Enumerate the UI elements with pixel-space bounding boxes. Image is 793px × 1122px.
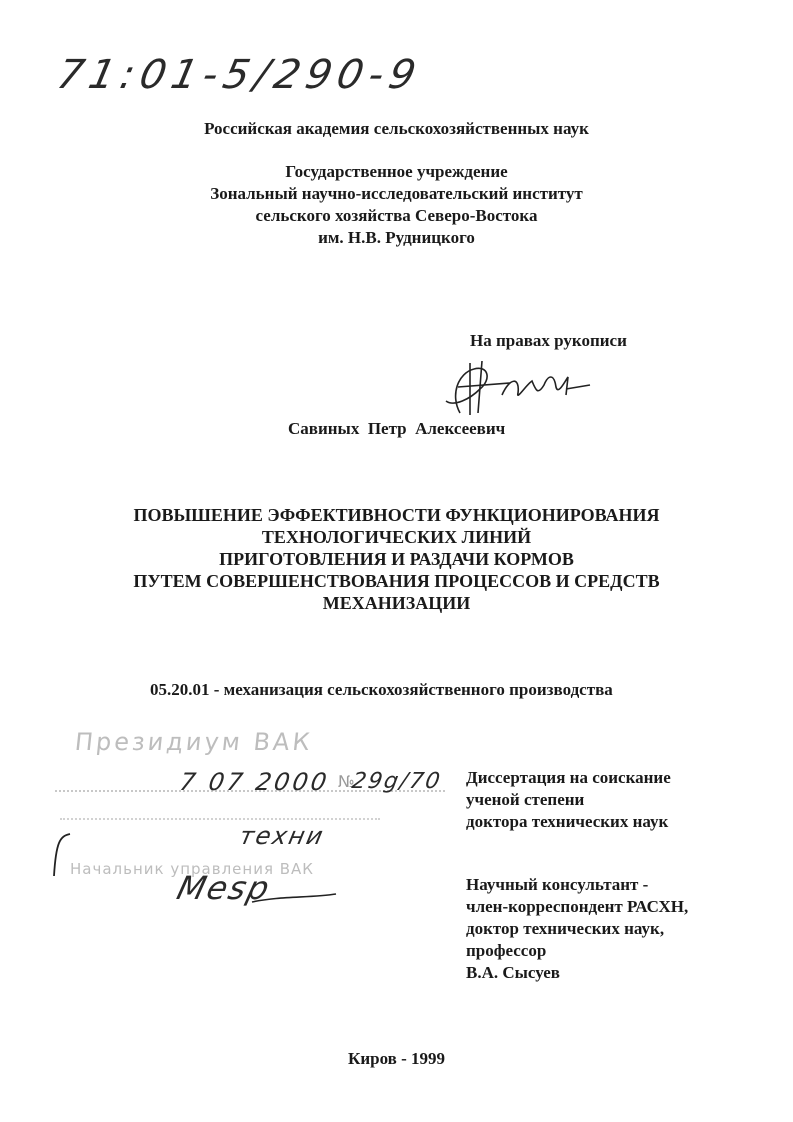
academy-name: Российская академия сельскохозяйственных наук [204,119,589,138]
title-line-1: ПОВЫШЕНИЕ ЭФФЕКТИВНОСТИ ФУНКЦИОНИРОВАНИЯ [133,505,660,525]
title-line-5: МЕХАНИЗАЦИИ [322,593,471,613]
stamp-number-label: № [338,772,355,791]
institution-line-3: сельского хозяйства Северо-Востока [255,206,538,225]
stamp-dotted-line-2 [60,818,380,820]
institution-line-1: Государственное учреждение [285,162,508,181]
stamp-discipline: техни [237,822,328,850]
author-name: Савиных Петр Алексеевич [288,419,506,438]
institution-line-4: им. Н.В. Рудницкого [318,228,475,247]
manuscript-note: На правах рукописи [470,331,627,350]
specialty-code: 05.20.01 - механизация сельскохозяйственного производства [150,680,613,699]
stamp-date: 7 07 2000 [177,768,332,796]
stamp-line-presidium: Президиум ВАК [73,728,314,756]
dissertation-line-3: доктора технических наук [466,812,669,831]
consultant-line-1: Научный консультант - [466,875,649,894]
consultant-line-3: доктор технических наук, [466,919,665,938]
stamp-line-head: Начальник управления ВАК [70,860,314,878]
city-year: Киров - 1999 [348,1049,445,1068]
consultant-line-2: член-корреспондент РАСХН, [466,897,689,916]
consultant-line-5: В.А. Сысуев [466,963,560,982]
title-line-3: ПРИГОТОВЛЕНИЯ И РАЗДАЧИ КОРМОВ [219,549,574,569]
consultant-line-4: профессор [466,941,547,960]
author-signature [440,355,600,420]
title-line-4: ПУТЕМ СОВЕРШЕНСТВОВАНИЯ ПРОЦЕССОВ И СРЕДСТВ [133,571,660,591]
stamp-number: 29g/70 [349,769,444,794]
dissertation-line-2: ученой степени [466,790,585,809]
institution-line-2: Зональный научно-исследовательский институт [210,184,583,203]
title-line-2: ТЕХНОЛОГИЧЕСКИХ ЛИНИЙ [261,527,532,547]
stamp-signature-tail [250,890,340,910]
dissertation-line-1: Диссертация на соискание [466,768,671,787]
stamp-signature-text: Mesp [173,869,276,907]
archive-code: 71:01-5/290-9 [53,52,426,98]
